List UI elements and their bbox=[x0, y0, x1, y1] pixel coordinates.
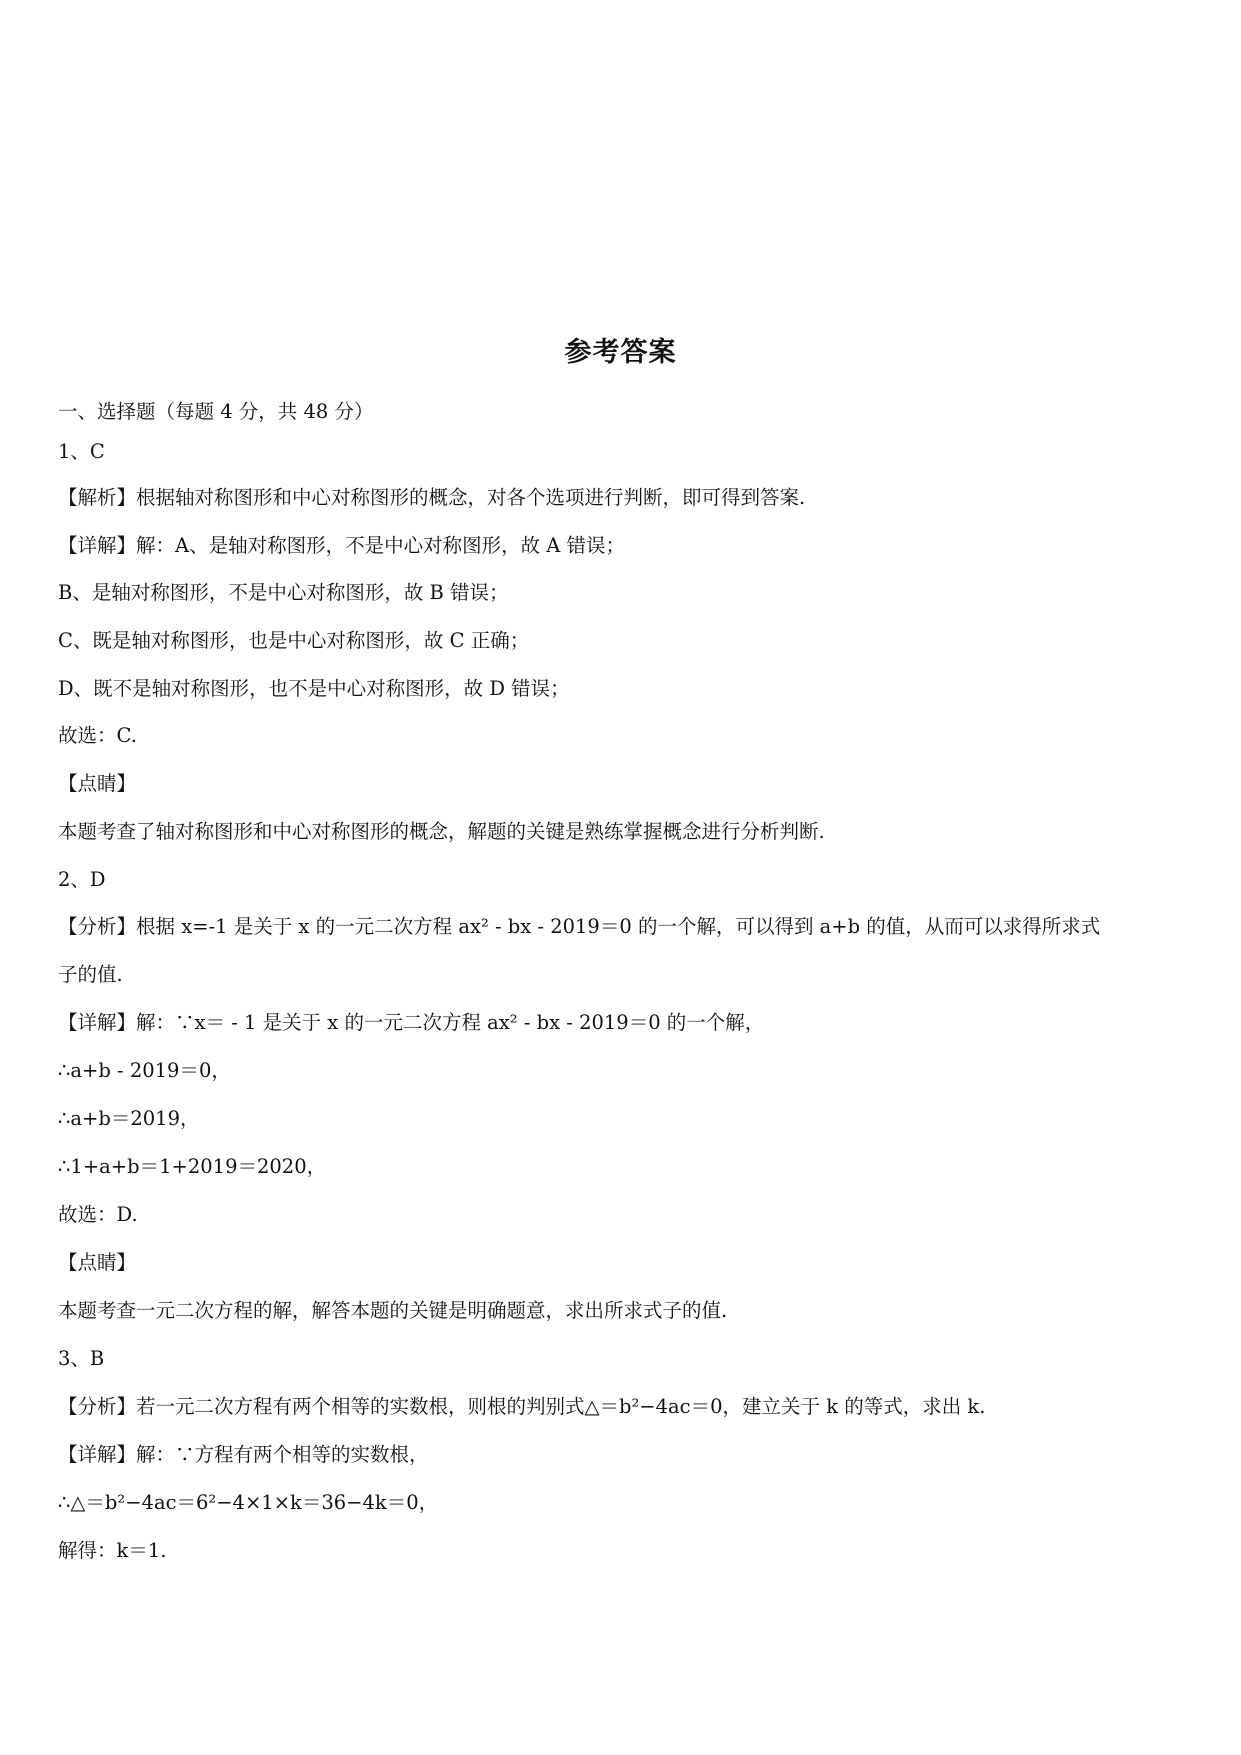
text-line: ∴△＝b²−4ac＝6²−4×1×k＝36−4k＝0， bbox=[58, 1491, 439, 1514]
text-line: 一、选择题（每题 4 分，共 48 分） bbox=[58, 400, 374, 423]
text-line: D、既不是轴对称图形，也不是中心对称图形，故 D 错误； bbox=[58, 677, 570, 700]
text-line: 本题考查一元二次方程的解，解答本题的关键是明确题意，求出所求式子的值. bbox=[58, 1299, 728, 1322]
text-line: 【分析】若一元二次方程有两个相等的实数根，则根的判别式△＝b²−4ac＝0，建立关于 k 的等式，求出 k. bbox=[58, 1395, 986, 1418]
text-line: ∴1+a+b＝1+2019＝2020， bbox=[58, 1155, 327, 1178]
text-line: 故选：D. bbox=[58, 1203, 138, 1226]
text-line: 【分析】根据 x=-1 是关于 x 的一元二次方程 ax² - bx - 2019＝0 的一个解，可以得到 a+b 的值，从而可以求得所求式 bbox=[58, 915, 1101, 938]
text-line: 本题考查了轴对称图形和中心对称图形的概念，解题的关键是熟练掌握概念进行分析判断. bbox=[58, 820, 825, 843]
text-line: ∴a+b＝2019， bbox=[58, 1107, 200, 1130]
text-line: ∴a+b - 2019＝0， bbox=[58, 1059, 231, 1082]
text-line: 【解析】根据轴对称图形和中心对称图形的概念，对各个选项进行判断，即可得到答案. bbox=[58, 486, 806, 509]
text-line: 解得：k＝1. bbox=[58, 1539, 167, 1562]
text-line: 【点睛】 bbox=[58, 1251, 137, 1274]
text-line: 故选：C. bbox=[58, 724, 137, 747]
text-line: 【详解】解：∵方程有两个相等的实数根， bbox=[58, 1443, 429, 1466]
page-title: 参考答案 bbox=[564, 337, 677, 368]
text-line: 3、B bbox=[58, 1347, 105, 1370]
text-line: C、既是轴对称图形，也是中心对称图形，故 C 正确； bbox=[58, 629, 530, 652]
text-line: 1、C bbox=[58, 440, 105, 463]
text-line: B、是轴对称图形，不是中心对称图形，故 B 错误； bbox=[58, 581, 509, 604]
text-line: 子的值. bbox=[58, 963, 123, 986]
text-line: 【点睛】 bbox=[58, 772, 137, 795]
text-line: 【详解】解：A、是轴对称图形，不是中心对称图形，故 A 错误； bbox=[58, 534, 626, 557]
text-line: 2、D bbox=[58, 868, 106, 891]
text-line: 【详解】解：∵x＝ - 1 是关于 x 的一元二次方程 ax² - bx - 2019＝0 的一个解， bbox=[58, 1011, 765, 1034]
